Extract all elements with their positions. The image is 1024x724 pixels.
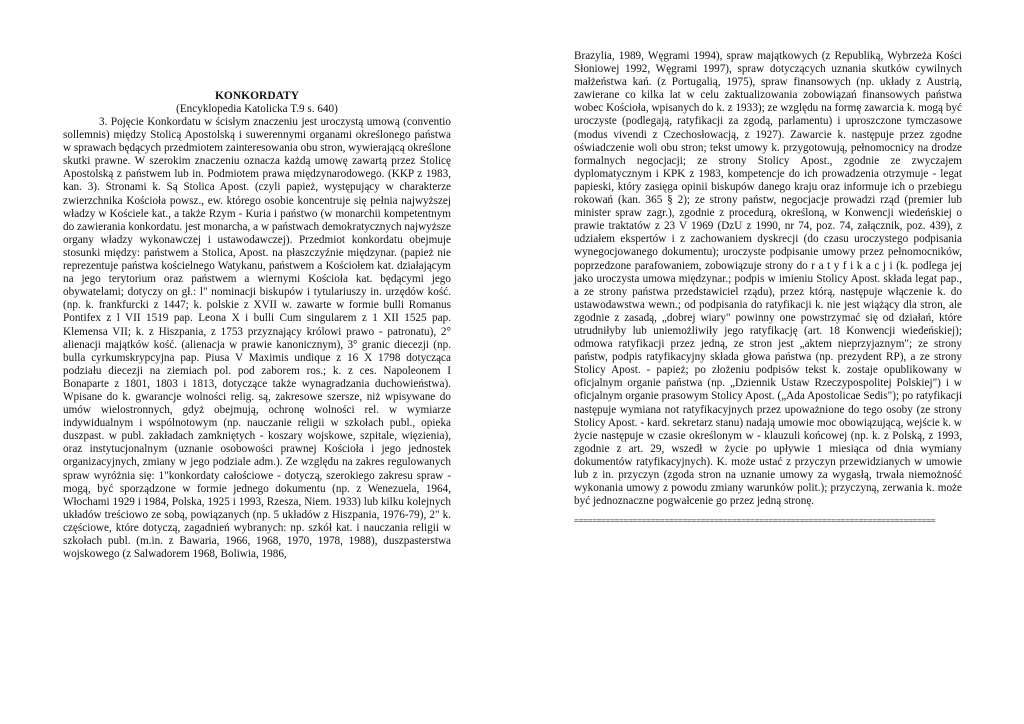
document-source: (Encyklopedia Katolicka T.9 s. 640) bbox=[176, 103, 338, 115]
left-column bbox=[63, 90, 451, 561]
document-title: KONKORDATY bbox=[214, 90, 300, 102]
right-column bbox=[574, 50, 962, 527]
body-paragraph-left: 3. Pojęcie Konkordatu w ścisłym znaczeniu jest uroczystą umową (conventio sollemnis) między Stolicą Apostolską i suwerennymi organami określonego państwa w sprawach będących przedmiotem zainteresowania obu stron, wywierającą określone skutki prawne. W szerokim znaczeniu oznacza każdą umowę zawartą przez Stolicę Apostolską z państwem lub in. Podmiotem prawa międzynarodowego. (KKP z 1983, kan. 3). Stronami k. Są Stolica Apost. (czyli papież, występujący w charakterze zwierzchnika Kościoła powsz., ew. którego osobie koncentruje się pełnia najwyższej władzy w Kościele kat., a także Rzym - Kuria i państwo (w monarchii kompetentnym do zawierania konkordatu. jest monarcha, a w państwach demokratycznych najwyższe organy władzy wykonawczej i ustawodawczej). Przedmiot konkordatu obejmuje stosunki między: państwem a Stolica, Apost. na płaszczyźnie międzynar. (papież nie reprezentuje państwa kościelnego Watykanu, państwem a Kościołem kat. działającym na jego terytorium oraz państwem a wiernymi Kościoła kat. będącymi jego obywatelami; dotyczy on gł.: l" nominacji biskupów i tytulariuszy in. urzędów kość. (np. k. frankfurcki z 1447; k. polskie z XVII w. zawarte w formie bulli Romanus Pontifex z l VII 1519 pap. Leona X i bulli Cum singularem z 1 XII 1525 pap. Klemensa VII; k. z Hiszpania, z 1753 przyznający królowi prawo - patronatu), 2° alienacji majątków kość. (alienacja w prawie kanonicznym), 3° granic diecezji (np. bulla cyrkumskrypcyjna pap. Piusa V Maximis undique z 16 X 1798 dotycząca podziału diecezji na ziemiach pol. pod zaborem ros.; k. z ces. Napoleonem I Bonaparte z 1801, 1803 i 1813, dotyczące także wynagradzania duchowieństwa). Wpisane do k. gwarancje wolności relig. są, zakresowe szersze, niż wpisywane do umów wielostronnych, gdyż obejmują, ochronę wolności rel. w wymiarze indywidualnym i wspólnotowym (np. nauczanie religii w szkołach publ., opieka duszpast. w publ. zakładach zamkniętych - koszary wojskowe, szpitale, więzienia), oraz instytucjonalnym (uznanie osobowości prawnej Kościoła i jego jednostek organizacyjnych, zmiany w jego podziale adm.). Ze względu na zakres regulowanych spraw wyróżnia się: 1"konkordaty całościowe - dotyczą, szerokiego zakresu spraw - mogą, być sporządzone w formie jednego dokumentu (np. z Wenezuela, 1964, Włochami 1929 i 1984, Polska, 1925 i 1993, Rzesza, Niem. 1933) lub kilku kolejnych układów treściowo ze sobą, powiązanych (np. 5 układów z Hiszpania, 1976-79), 2" k. częściowe, które dotyczą, zagadnień wybranych: np. szkół kat. i nauczania religii w szkołach publ. (m.in. z Bawaria, 1966, 1968, 1970, 1978, 1988), duszpasterstwa wojskowego (z Salwadorem 1968, Boliwia, 1986, bbox=[63, 116, 451, 561]
separator-line: ================================================================================ bbox=[574, 516, 936, 526]
body-paragraph-right: Brazylia, 1989, Węgrami 1994), spraw majątkowych (z Republiką, Wybrzeża Kości Słoniowej 1992, Węgrami 1997), spraw dotyczących uznania skutków cywilnych małżeństwa kań. (z Portugalią, 1975), spraw finansowych (np. układy z Austrią, zawierane co kilka lat w celu zaktualizowania zobowiązań finansowych państwa wobec Kościoła, wpisanych do k. z 1933); ze względu na formę zawarcia k. mogą być uroczyste (podlegają, ratyfikacji za zgodą, parlamentu) i uproszczone tymczasowe (modus vivendi z Czechosłowacją, z 1927). Zawarcie k. następuje przez zgodne oświadczenie woli obu stron; tekst umowy k. przygotowują, pełnomocnicy na drodze formalnych negocjacji; ze strony Stolicy Apost., zgodnie ze zwyczajem dyplomatycznym i KPK z 1983, kompetencje do ich prowadzenia otrzymuje - legat papieski, który zasięga opinii biskupów danego kraju oraz informuje ich o przebiegu rokowań (kan. 365 § 2); ze strony państw, negocjacje prowadzi rząd (premier lub minister spraw zagr.), zgodnie z procedurą, określoną, w Konwencji wiedeńskiej o prawie traktatów z 23 V 1969 (DzU z 1990, nr 74, poz. 74, załącznik, poz. 439), z udziałem ekspertów i z zachowaniem dyskrecji (do czasu uroczystego podpisania wynegocjowanego dokumentu); uroczyste podpisanie umowy przez pełnomocników, poprzedzone parafowaniem, zobowiązuje strony do r a t y f i k a c j i (k. podlega jej jako uroczysta umowa międzynar.; podpis w imieniu Stolicy Apost. składa legat pap., a ze strony państwa przedstawiciel rządu), przez którą, następuje włączenie k. do ustawodawstwa wewn.; od podpisania do ratyfikacji k. nie jest wiążący dla stron, ale zgodnie z zasadą, „dobrej wiary" powinny one powstrzymać się od działań, które utrudniłyby lub uniemożliwiły jego ratyfikację (art. 18 Konwencji wiedeńskiej); odmowa ratyfikacji przez jedną, ze stron jest „aktem nieprzyjaznym"; ze strony państw, podpis ratyfikacyjny składa głowa państwa (np. prezydent RP), a ze strony Stolicy Apost. - papież; po złożeniu podpisów tekst k. zostaje opublikowany w oficjalnym organie państwa (np. „Dziennik Ustaw Rzeczypospolitej Polskiej") i w oficjalnym organie prasowym Stolicy Apost. („Ada Apostolicae Sedis"); po ratyfikacji następuje wymiana not ratyfikacyjnych przez upoważnione do tego osoby (ze strony Stolicy Apost. - kard. sekretarz stanu) nadają umowie moc obowiązującą, wejście k. w życie następuje w czasie określonym w - klauzuli końcowej (np. k. z Polską, z 1993, zgodnie z art. 29, wszedł w życie po upływie 1 miesiąca od dnia wymiany dokumentów ratyfikacyjnych). K. może ustać z przyczyn przewidzianych w umowie lub z in. przyczyn (zgoda stron na uznanie umowy za wygasłą, trwała niemożność wykonania umowy z powodu zmiany warunków polit.); przyczyną, zerwania k. może być jednoznaczne pogwałcenie go przez jedną stronę. bbox=[574, 50, 962, 508]
